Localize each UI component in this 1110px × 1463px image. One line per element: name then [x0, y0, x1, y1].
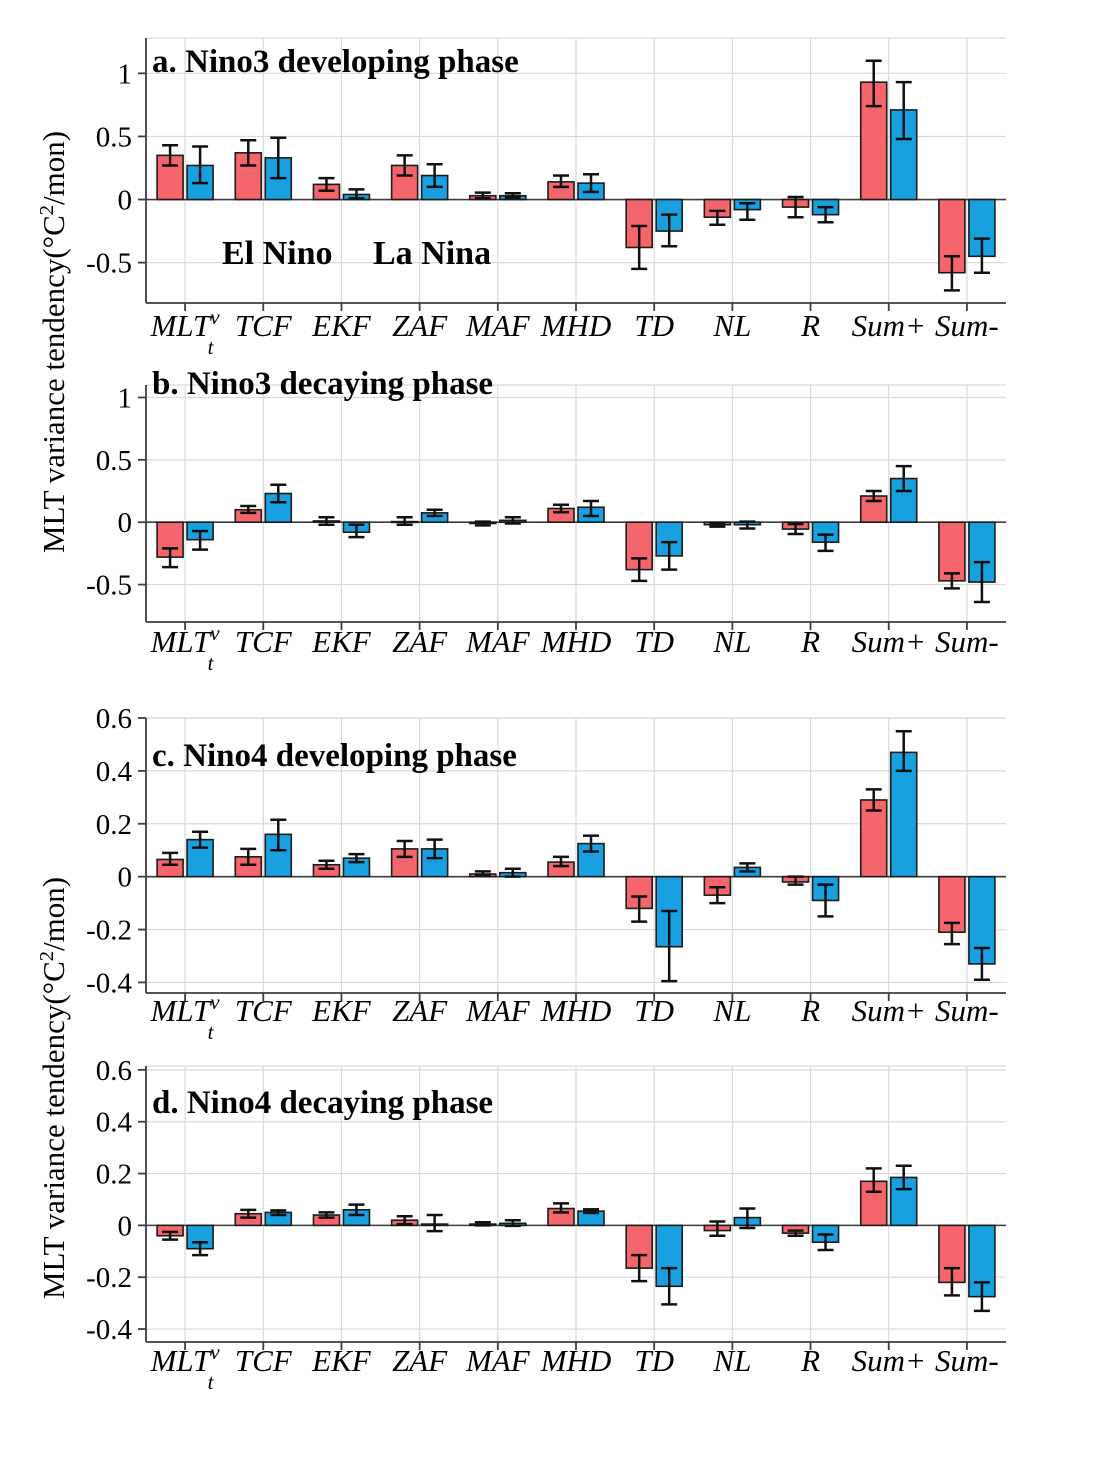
y-tick-label: -0.4 — [86, 1314, 132, 1347]
category-label-EKF: EKF — [312, 993, 371, 1028]
category-label-TD: TD — [634, 624, 675, 659]
legend-el-nino: El Nino — [222, 235, 333, 272]
y-tick-label: 0 — [117, 861, 132, 894]
category-label-Sum+: Sum+ — [851, 1343, 926, 1378]
category-label-MHD: MHD — [540, 624, 612, 659]
y-tick-label: 0.2 — [95, 808, 132, 841]
panel-title-b: b. Nino3 decaying phase — [152, 366, 494, 402]
category-label-NL: NL — [713, 624, 752, 659]
category-label-MLT: MLT$^v$ t — [150, 1340, 220, 1394]
bar-b-Sum--el-nino — [939, 522, 965, 581]
category-label-ZAF: ZAF — [392, 308, 448, 343]
category-label-Sum+: Sum+ — [851, 624, 926, 659]
category-label-TCF: TCF — [234, 993, 292, 1028]
panel-c-chart — [0, 690, 1110, 1050]
category-label-TD: TD — [634, 1343, 675, 1378]
category-label-Sum-: Sum- — [935, 624, 999, 659]
category-label-MAF: MAF — [465, 624, 530, 659]
category-label-Sum+: Sum+ — [851, 308, 926, 343]
category-label-TD: TD — [634, 993, 675, 1028]
category-label-EKF: EKF — [312, 1343, 371, 1378]
category-label-MLT: MLT$^v$ t — [150, 990, 220, 1044]
y-tick-label: 0 — [117, 184, 132, 217]
y-axis-label-text: /mon) — [36, 876, 72, 952]
panel-title-a: a. Nino3 developing phase — [152, 44, 519, 80]
category-label-MAF: MAF — [465, 1343, 530, 1378]
y-tick-label: -0.5 — [86, 569, 132, 602]
category-label-MAF: MAF — [465, 308, 530, 343]
category-label-Sum-: Sum- — [935, 308, 999, 343]
category-label-R: R — [801, 308, 821, 343]
category-label-MHD: MHD — [540, 993, 612, 1028]
y-tick-label: 0.5 — [95, 444, 132, 477]
category-label-NL: NL — [713, 1343, 752, 1378]
category-label-R: R — [801, 1343, 821, 1378]
category-label-MAF: MAF — [465, 993, 530, 1028]
category-label-ZAF: ZAF — [392, 624, 448, 659]
category-label-TD: TD — [634, 308, 675, 343]
y-axis-label-superscript: 2 — [35, 951, 58, 962]
legend-la-nina: La Nina — [373, 235, 492, 272]
category-label-EKF: EKF — [312, 308, 371, 343]
panel-a-chart — [0, 0, 1110, 380]
category-label-Sum-: Sum- — [935, 993, 999, 1028]
category-label-NL: NL — [713, 993, 752, 1028]
y-tick-label: 0.2 — [95, 1158, 132, 1191]
category-label-TCF: TCF — [234, 308, 292, 343]
y-axis-label-superscript: 2 — [35, 205, 58, 216]
category-label-MHD: MHD — [540, 308, 612, 343]
y-tick-label: -0.2 — [86, 914, 132, 947]
y-tick-label: 0.6 — [95, 703, 132, 735]
y-tick-label: -0.5 — [86, 247, 132, 280]
category-label-NL: NL — [713, 308, 752, 343]
category-label-MLT: MLT$^v$ t — [150, 305, 220, 359]
category-label-ZAF: ZAF — [392, 993, 448, 1028]
y-tick-label: 1 — [117, 382, 132, 415]
category-label-R: R — [801, 624, 821, 659]
y-tick-label: 0.4 — [95, 755, 132, 788]
panel-title-d: d. Nino4 decaying phase — [152, 1085, 494, 1121]
y-axis-label-text: MLT variance tendency(°C — [36, 215, 72, 554]
y-tick-label: 0.6 — [95, 1054, 132, 1087]
y-tick-label: -0.4 — [86, 967, 132, 1000]
y-axis-label-text: /mon) — [36, 130, 72, 206]
category-label-Sum+: Sum+ — [851, 993, 926, 1028]
y-tick-label: 0.5 — [95, 121, 132, 154]
category-label-TCF: TCF — [234, 1343, 292, 1378]
category-label-R: R — [801, 993, 821, 1028]
category-label-Sum-: Sum- — [935, 1343, 999, 1378]
y-tick-label: 1 — [117, 58, 132, 91]
category-label-MHD: MHD — [540, 1343, 612, 1378]
y-tick-label: 0.4 — [95, 1106, 132, 1139]
category-label-EKF: EKF — [312, 624, 371, 659]
panel-d-chart — [0, 1050, 1110, 1463]
category-label-ZAF: ZAF — [392, 1343, 448, 1378]
y-axis-label-text: MLT variance tendency(°C — [36, 961, 72, 1300]
y-tick-label: 0 — [117, 507, 132, 540]
category-label-MLT: MLT$^v$ t — [150, 621, 220, 675]
y-tick-label: 0 — [117, 1210, 132, 1243]
panel-b-chart — [0, 360, 1110, 690]
panel-title-c: c. Nino4 developing phase — [152, 738, 517, 774]
y-tick-label: -0.2 — [86, 1262, 132, 1295]
category-label-TCF: TCF — [234, 624, 292, 659]
